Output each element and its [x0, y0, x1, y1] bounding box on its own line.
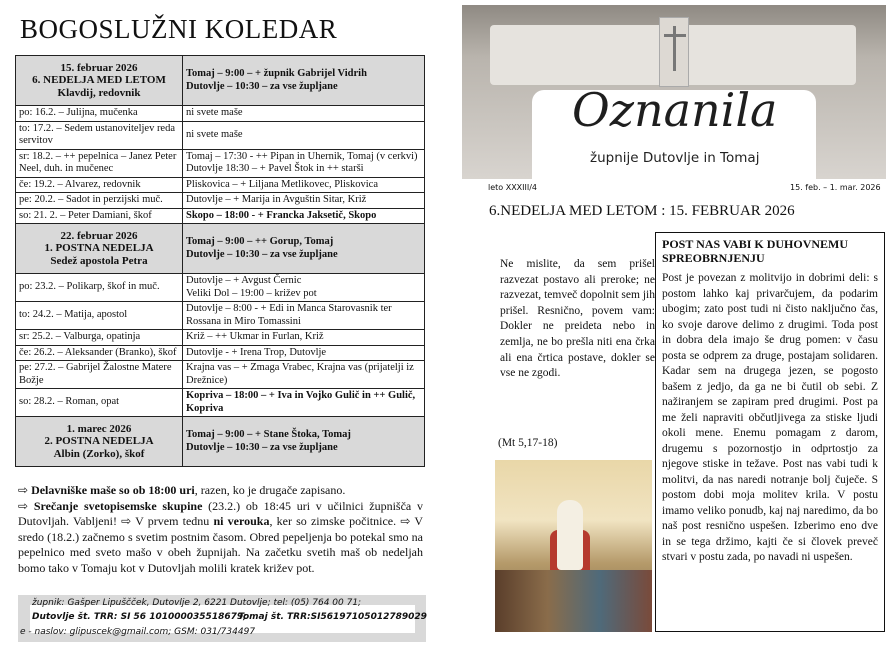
calendar-row: [16, 177, 425, 193]
note-weekday-mass: Delavniške maše so ob 18:00 uri: [31, 483, 195, 497]
calendar-row: [16, 121, 425, 149]
calendar-row: [16, 106, 425, 122]
contact-pastor: župnik: Gašper Lipuščček, Dutovlje 2, 6221 Dutovlje; tel: (05) 764 00 71;: [32, 598, 362, 608]
calendar-masses: Tomaj – 9:00 – + Stane Štoka, Tomaj Dutovlje – 10:30 – za vse župljane: [183, 417, 425, 467]
calendar-row: [16, 208, 425, 224]
article-title: POST NAS VABI K DUHOVNEMU SPREOBRNJENJU: [662, 237, 849, 265]
calendar-row: [16, 193, 425, 209]
calendar-day: to: 24.2. – Matija, apostol: [16, 302, 183, 330]
calendar-masses: Dutovlje – 8:00 - + Edi in Manca Starovasnik ter Rossana in Miro Tomassini: [183, 302, 425, 330]
calendar-masses: Skopo – 18:00 - + Francka Jaksetič, Skopo: [183, 208, 425, 224]
calendar-masses: Krajna vas – + Zmaga Vrabec, Krajna vas (prijatelji iz Drežnice): [183, 361, 425, 389]
calendar-masses: ni svete maše: [183, 121, 425, 149]
calendar-masses: Dutovlje – + Avgust Černic Veliki Dol – 19:00 – križev pot: [183, 274, 425, 302]
calendar-day: so: 21. 2. – Peter Damiani, škof: [16, 208, 183, 224]
masthead-subtitle: župnije Dutovlje in Tomaj: [590, 150, 760, 166]
calendar-row: [16, 361, 425, 389]
calendar-day: sr: 25.2. – Valburga, opatinja: [16, 330, 183, 346]
arrow-icon: ⇨: [18, 498, 29, 513]
calendar-masses: Križ – ++ Ukmar in Furlan, Križ: [183, 330, 425, 346]
calendar-sunday-row: [16, 417, 425, 467]
issue-dates: 15. feb. – 1. mar. 2026: [790, 183, 881, 192]
calendar-masses: Tomaj – 9:00 – + župnik Gabrijel Vidrih Dutovlje – 10:30 – za vse župljane: [183, 56, 425, 106]
calendar-day: po: 16.2. – Julijna, mučenka: [16, 106, 183, 122]
calendar-masses: Kopriva – 18:00 – + Iva in Vojko Gulič in ++ Gulič, Kopriva: [183, 389, 425, 417]
crucifix-relief-icon: [659, 17, 689, 87]
announcements: [18, 483, 423, 576]
calendar-day: so: 28.2. – Roman, opat: [16, 389, 183, 417]
masthead-banner: [462, 5, 886, 179]
calendar-row: [16, 330, 425, 346]
note-bible-group: Srečanje svetopisemske skupine: [33, 498, 203, 513]
article-box: [655, 232, 885, 632]
calendar-masses: ni svete maše: [183, 106, 425, 122]
contact-bank-dutovlje: Dutovlje št. TRR: SI 56 101000035518679;: [32, 612, 247, 622]
gospel-reference: (Mt 5,17-18): [498, 437, 558, 449]
note-text: , razen, ko je drugače zapisano.: [194, 483, 346, 497]
calendar-day: 22. februar 2026 1. POSTNA NEDELJA Sedež apostola Petra: [16, 224, 183, 274]
note-catechism: ni verouka: [213, 514, 270, 528]
calendar-day: 1. marec 2026 2. POSTNA NEDELJA Albin (Zorko), škof: [16, 417, 183, 467]
calendar-masses: Tomaj – 17:30 - ++ Pipan in Uhernik, Tomaj (v cerkvi) Dutovlje 18:30 – + Pavel Štok in ++ starši: [183, 149, 425, 177]
liturgical-calendar-table: [15, 55, 425, 467]
logo: Oznanila: [572, 83, 778, 137]
calendar-row: [16, 345, 425, 361]
calendar-day: če: 26.2. – Aleksander (Branko), škof: [16, 345, 183, 361]
calendar-day: če: 19.2. – Alvarez, redovnik: [16, 177, 183, 193]
contact-email[interactable]: e - naslov: glipuscek@gmail.com; GSM: 031/734497: [20, 627, 256, 637]
calendar-row: [16, 274, 425, 302]
calendar-sunday-row: [16, 224, 425, 274]
calendar-day: sr: 18.2. – ++ pepelnica – Janez Peter Neel, duh. in mučenec: [16, 149, 183, 177]
contact-bank-tomaj: Tomaj št. TRR:SI56197105012789029: [238, 612, 427, 622]
calendar-masses: Dutovlje - + Irena Trop, Dutovlje: [183, 345, 425, 361]
volume-label: leto XXXIII/4: [488, 183, 538, 192]
calendar-row: [16, 149, 425, 177]
calendar-masses: Pliskovica – + Liljana Metlikovec, Pliskovica: [183, 177, 425, 193]
calendar-row: [16, 389, 425, 417]
calendar-day: po: 23.2. – Polikarp, škof in muč.: [16, 274, 183, 302]
calendar-day: pe: 20.2. – Sadot in perzijski muč.: [16, 193, 183, 209]
arrow-icon: ⇨: [18, 483, 29, 497]
calendar-row: [16, 302, 425, 330]
article-body: Post je povezan z molitvijo in dobrimi deli: s postom lahko kaj privarčujem, da podarim ubogim; zato post tudi ni čisto naključno čas, ko svoje darove delimo z drugimi. Toda post in dobra dela imajo še drug pomen: v času posta se odprem za druge, postajam solidaren. Kadar sem na drugega jezen, se pogosto bašem z jedjo, da ga ne bi čutil ob sebi. Z nažiranjem se zapiram pred drugimi. Post pa me želi napraviti občutljivega za stiske ljudi okoli mene. Enemu pomagam z darom, drugemu s pozornostjo in odprtostjo za njegove stiske in težave. Post nas vabi tudi k molitvi, da nas naredi notranje bolj čuječe. S postom dobi moja molitev krila. V postu imamo veliko ponudb, kaj naj naredimo, da bo naš post resnično uspešen. Izberimo eno dve in se tega držimo, kajti če si človek preveč stvari v postu zada, po navadi ni uspešen.: [662, 272, 878, 563]
page-title: BOGOSLUŽNI KOLEDAR: [20, 14, 338, 44]
calendar-day: 15. februar 2026 6. NEDELJA MED LETOM Klavdij, redovnik: [16, 56, 183, 106]
jesus-painting-image: [495, 460, 652, 632]
calendar-masses: Dutovlje – + Marija in Avguštin Sitar, Križ: [183, 193, 425, 209]
calendar-day: to: 17.2. – Sedem ustanoviteljev reda servitov: [16, 121, 183, 149]
note-text: , ker so zimske počitnice.: [269, 514, 401, 528]
calendar-masses: Tomaj – 9:00 – ++ Gorup, Tomaj Dutovlje – 10:30 – za vse župljane: [183, 224, 425, 274]
note-lent: V sredo (18.2.) začnemo s svetim postnim časom. Obred pepeljenja bo potekal smo na pepelnico med sveto mašo v obeh župnijah. Na začetku svetih maš ob nedeljah bomo tako v Tomaju kot v Dutovljah molili kratek križev pot.: [18, 514, 424, 575]
note-text: V prvem tednu: [135, 514, 214, 528]
arrow-icon: ⇨: [400, 514, 411, 528]
gospel-quote: Ne mislite, da sem prišel razvezat postavo ali preroke; ne razvezat, temveč dopolnit sem jih prišel. Resnično, povem vam: Dokler ne preideta nebo in zemlja, ne bo prešla niti ena črka ali ena črtica postave, dokler se vse ne zgodi.: [500, 258, 655, 380]
sunday-heading: 6.NEDELJA MED LETOM : 15. FEBRUAR 2026: [489, 203, 795, 219]
calendar-day: pe: 27.2. – Gabrijel Žalostne Matere Božje: [16, 361, 183, 389]
contact-footer: [18, 595, 426, 642]
arrow-icon: ⇨: [121, 514, 132, 528]
calendar-sunday-row: [16, 56, 425, 106]
note-text: (23.2.) ob 18:45 uri v učilnici župnišča v Dutovljah. Vabljeni!: [18, 498, 423, 528]
